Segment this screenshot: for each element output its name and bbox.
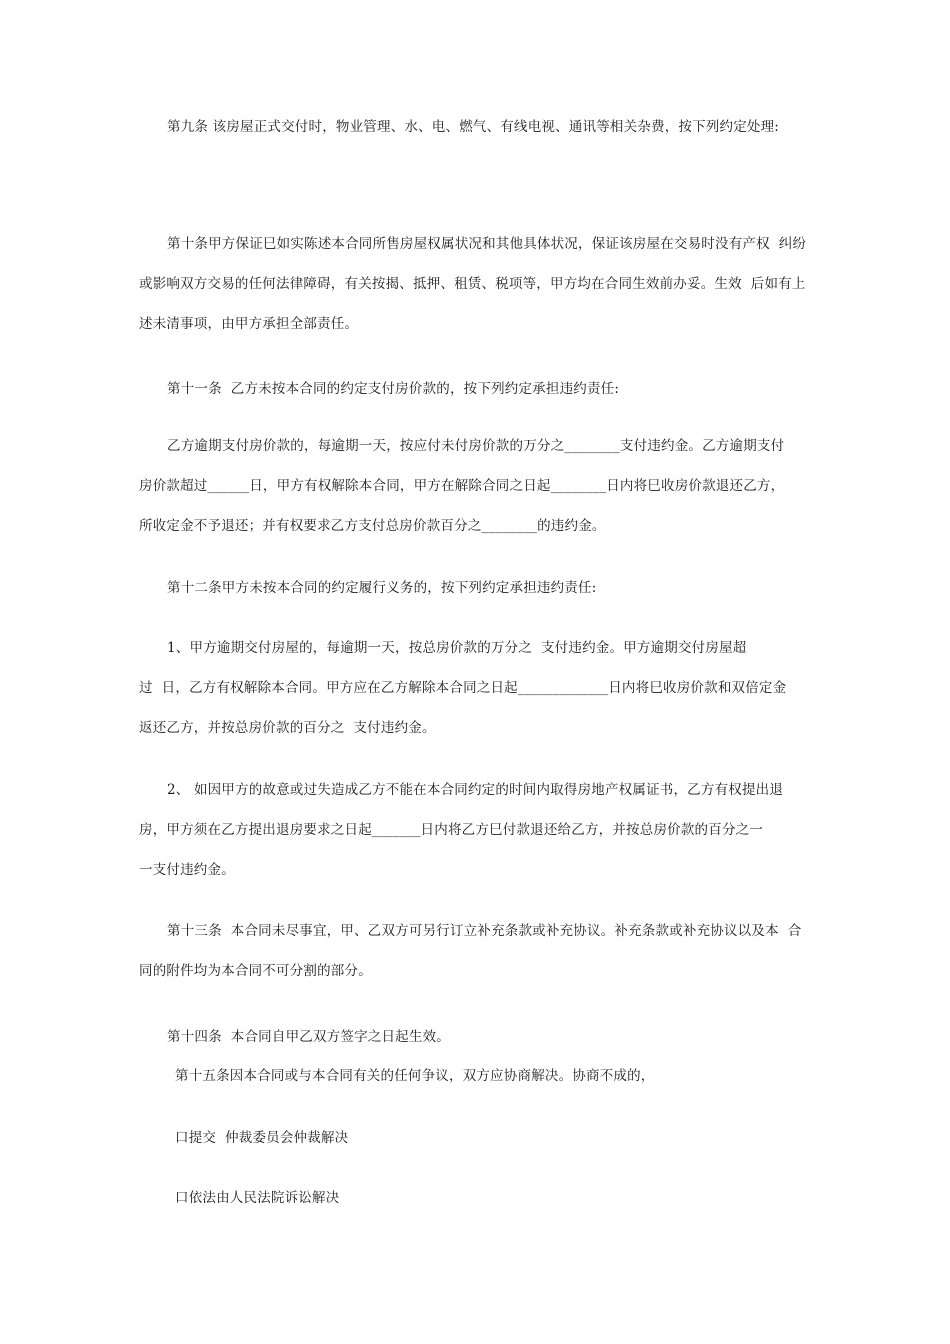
article-12-item-2-line-1: 2、 如因甲方的故意或过失造成乙方不能在本合同约定的时间内取得房地产权属证书，乙方有权提出退 [167,782,784,798]
article-10-line-1: 第十条甲方保证巳如实陈述本合同所售房屋权属状况和其他具体状况，保证该房屋在交易时没有产权 纠纷 [167,236,807,252]
article-12-item-1-line-2: 过 日，乙方有权解除本合同。甲方应在乙方解除本合同之日起_____________日内将巳收房价款和双倍定金 [139,680,787,696]
article-14-text: 第十四条 本合同自甲乙双方签字之日起生效。 [167,1029,450,1045]
article-11-para-line-1: 乙方逾期支付房价款的，每逾期一天，按应付未付房价款的万分之________支付违约金。乙方逾期支付 [167,438,785,454]
article-9-text: 第九条 该房屋正式交付时，物业管理、水、电、燃气、有线电视、通讯等相关杂费，按下列约定处理: [167,119,780,135]
article-10-line-2: 或影响双方交易的任何法律障碍，有关按揭、抵押、租赁、税项等，甲方均在合同生效前办妥。生效 后如有上 [139,276,806,292]
litigation-option: 口依法由人民法院诉讼解决 [175,1190,340,1206]
article-12-item-1-line-3: 返还乙方，并按总房价款的百分之 支付违约金。 [139,720,436,736]
article-10-line-3: 述未清事项，由甲方承担全部责任。 [139,316,359,332]
article-11-para-line-2: 房价款超过______日，甲方有权解除本合同，甲方在解除合同之日起________日内将巳收房价款退还乙方， [139,478,785,494]
article-13-line-2: 同的附件均为本合同不可分割的部分。 [139,963,372,979]
article-13-line-1: 第十三条 本合同未尽事宜，甲、乙双方可另行订立补充条款或补充协议。补充条款或补充协议以及本 合 [167,923,802,939]
article-15-text: 第十五条因本合同或与本合同有关的任何争议，双方应协商解决。协商不成的， [175,1068,655,1084]
article-12-item-2-line-2: 房，甲方须在乙方提出退房要求之日起_______日内将乙方巳付款退还给乙方，并按总房价款的百分之一 [139,822,764,838]
article-12-item-1-line-1: 1、甲方逾期交付房屋的，每逾期一天，按总房价款的万分之 支付违约金。甲方逾期交付房屋超 [167,640,747,656]
article-12-heading: 第十二条甲方未按本合同的约定履行义务的，按下列约定承担违约责任: [167,580,597,596]
article-12-item-2-line-3: 一支付违约金。 [139,862,235,878]
arbitration-option: 口提交 仲裁委员会仲裁解决 [175,1130,349,1146]
article-11-para-line-3: 所收定金不予退还；并有权要求乙方支付总房价款百分之________的违约金。 [139,518,606,534]
article-11-heading: 第十一条 乙方未按本合同的约定支付房价款的，按下列约定承担违约责任: [167,381,620,397]
